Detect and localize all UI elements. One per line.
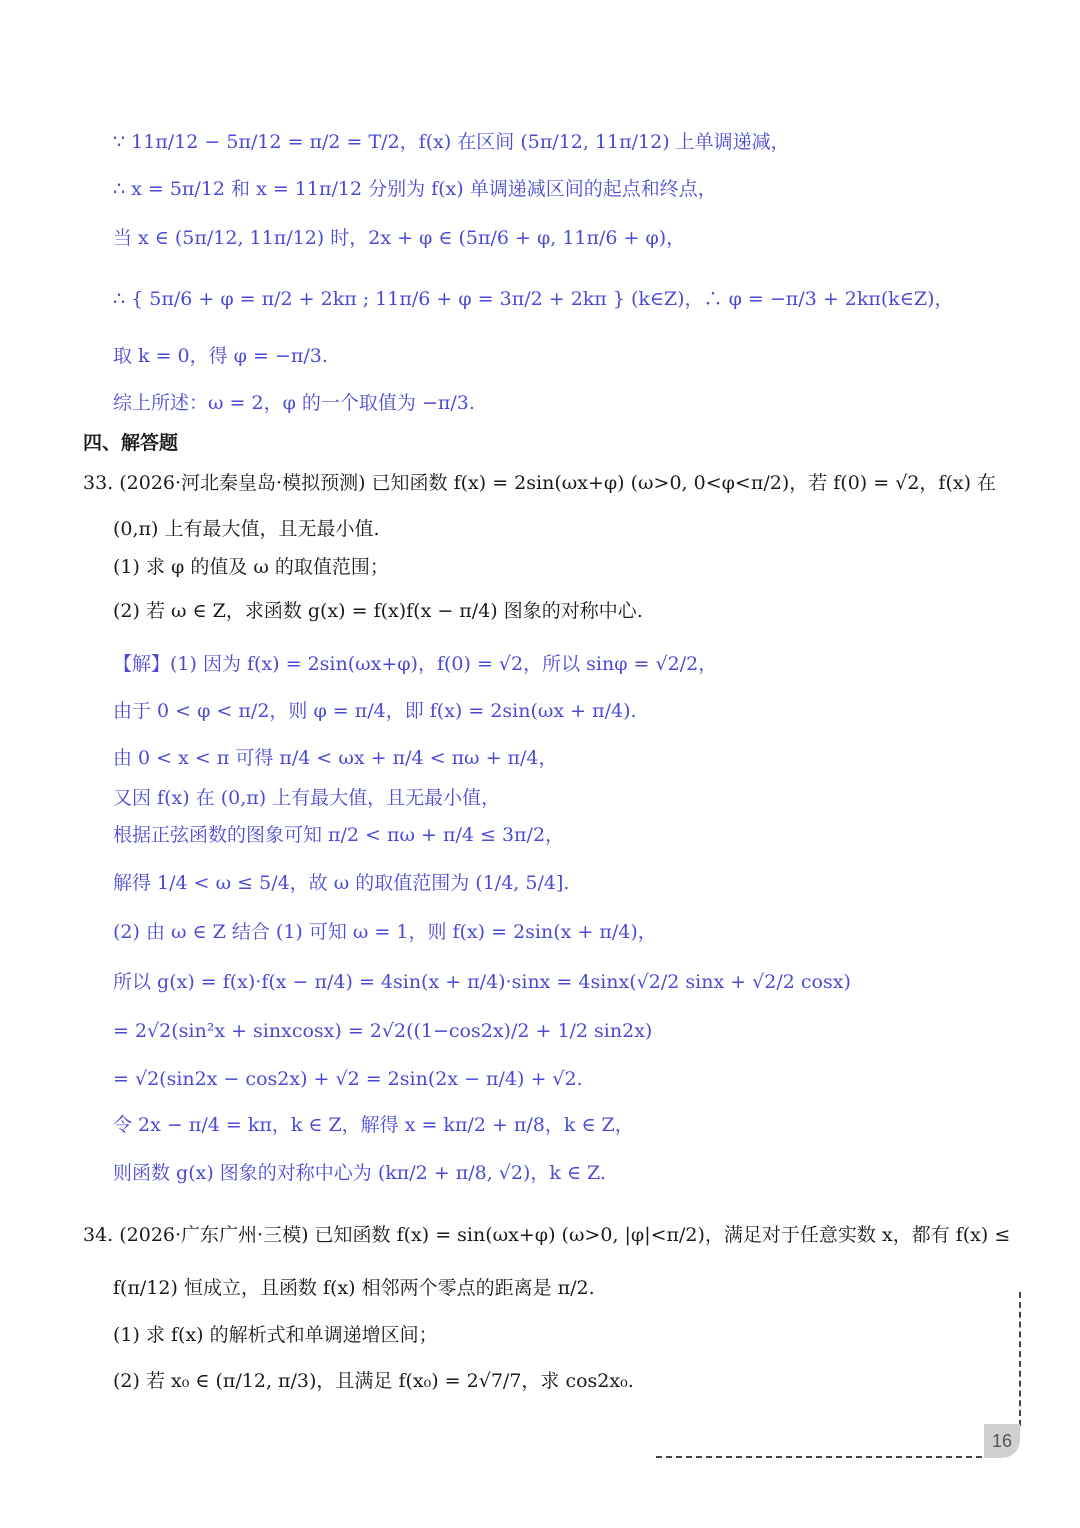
question-34-part: (1) 求 f(x) 的解析式和单调递增区间； <box>113 1324 438 1346</box>
question-33-stem: (0,π) 上有最大值，且无最小值. <box>113 518 380 540</box>
solution-line: 综上所述：ω = 2，φ 的一个取值为 −π/3. <box>113 392 475 414</box>
page-border-dashed-vertical <box>1019 1292 1021 1426</box>
solution-line: 根据正弦函数的图象可知 π/2 < πω + π/4 ≤ 3π/2， <box>113 824 565 846</box>
question-34-stem: f(π/12) 恒成立，且函数 f(x) 相邻两个零点的距离是 π/2. <box>113 1277 595 1299</box>
solution-line: 则函数 g(x) 图象的对称中心为 (kπ/2 + π/8, √2)，k ∈ Z. <box>113 1162 606 1184</box>
solution-line: 当 x ∈ (5π/12, 11π/12) 时，2x + φ ∈ (5π/6 + φ, 11π/6 + φ)， <box>113 227 686 249</box>
solution-line: 取 k = 0，得 φ = −π/3. <box>113 345 328 367</box>
solution-line: = 2√2(sin²x + sinxcosx) = 2√2((1−cos2x)/2 + 1/2 sin2x) <box>113 1020 653 1042</box>
solution-line: 解得 1/4 < ω ≤ 5/4，故 ω 的取值范围为 (1/4, 5/4]. <box>113 872 570 894</box>
page-number: 16 <box>984 1424 1020 1458</box>
solution-line: 由 0 < x < π 可得 π/4 < ωx + π/4 < πω + π/4， <box>113 747 558 769</box>
question-34-part: (2) 若 x₀ ∈ (π/12, π/3)，且满足 f(x₀) = 2√7/7，求 cos2x₀. <box>113 1370 634 1392</box>
question-33-stem: 33. (2026·河北秦皇岛·模拟预测) 已知函数 f(x) = 2sin(ωx+φ) (ω>0, 0<φ<π/2)，若 f(0) = √2，f(x) 在 <box>83 472 997 494</box>
section-title: 四、解答题 <box>83 432 179 454</box>
question-33-part: (1) 求 φ 的值及 ω 的取值范围； <box>113 556 389 578</box>
solution-line: (2) 由 ω ∈ Z 结合 (1) 可知 ω = 1，则 f(x) = 2sin(x + π/4)， <box>113 921 657 943</box>
question-34-stem: 34. (2026·广东广州·三模) 已知函数 f(x) = sin(ωx+φ) (ω>0, |φ|<π/2)，满足对于任意实数 x，都有 f(x) ≤ <box>83 1224 1011 1246</box>
solution-line: ∴ { 5π/6 + φ = π/2 + 2kπ ; 11π/6 + φ = 3π/2 + 2kπ } (k∈Z)，∴ φ = −π/3 + 2kπ(k∈Z)， <box>113 288 954 310</box>
question-33-part: (2) 若 ω ∈ Z，求函数 g(x) = f(x)f(x − π/4) 图象的对称中心. <box>113 600 643 622</box>
solution-line: 又因 f(x) 在 (0,π) 上有最大值，且无最小值， <box>113 787 501 809</box>
page-border-dashed-horizontal <box>656 1456 982 1458</box>
solution-line: ∴ x = 5π/12 和 x = 11π/12 分别为 f(x) 单调递减区间的起点和终点， <box>113 178 717 200</box>
solution-line: 由于 0 < φ < π/2，则 φ = π/4，即 f(x) = 2sin(ωx + π/4). <box>113 700 637 722</box>
solution-line: 【解】(1) 因为 f(x) = 2sin(ωx+φ)，f(0) = √2，所以 sinφ = √2/2， <box>113 653 718 675</box>
solution-line: 所以 g(x) = f(x)·f(x − π/4) = 4sin(x + π/4)·sinx = 4sinx(√2/2 sinx + √2/2 cosx) <box>113 971 851 993</box>
solution-line: ∵ 11π/12 − 5π/12 = π/2 = T/2，f(x) 在区间 (5π/12, 11π/12) 上单调递减， <box>113 131 790 153</box>
solution-line: = √2(sin2x − cos2x) + √2 = 2sin(2x − π/4) + √2. <box>113 1068 583 1090</box>
solution-line: 令 2x − π/4 = kπ，k ∈ Z，解得 x = kπ/2 + π/8，k ∈ Z， <box>113 1114 634 1136</box>
